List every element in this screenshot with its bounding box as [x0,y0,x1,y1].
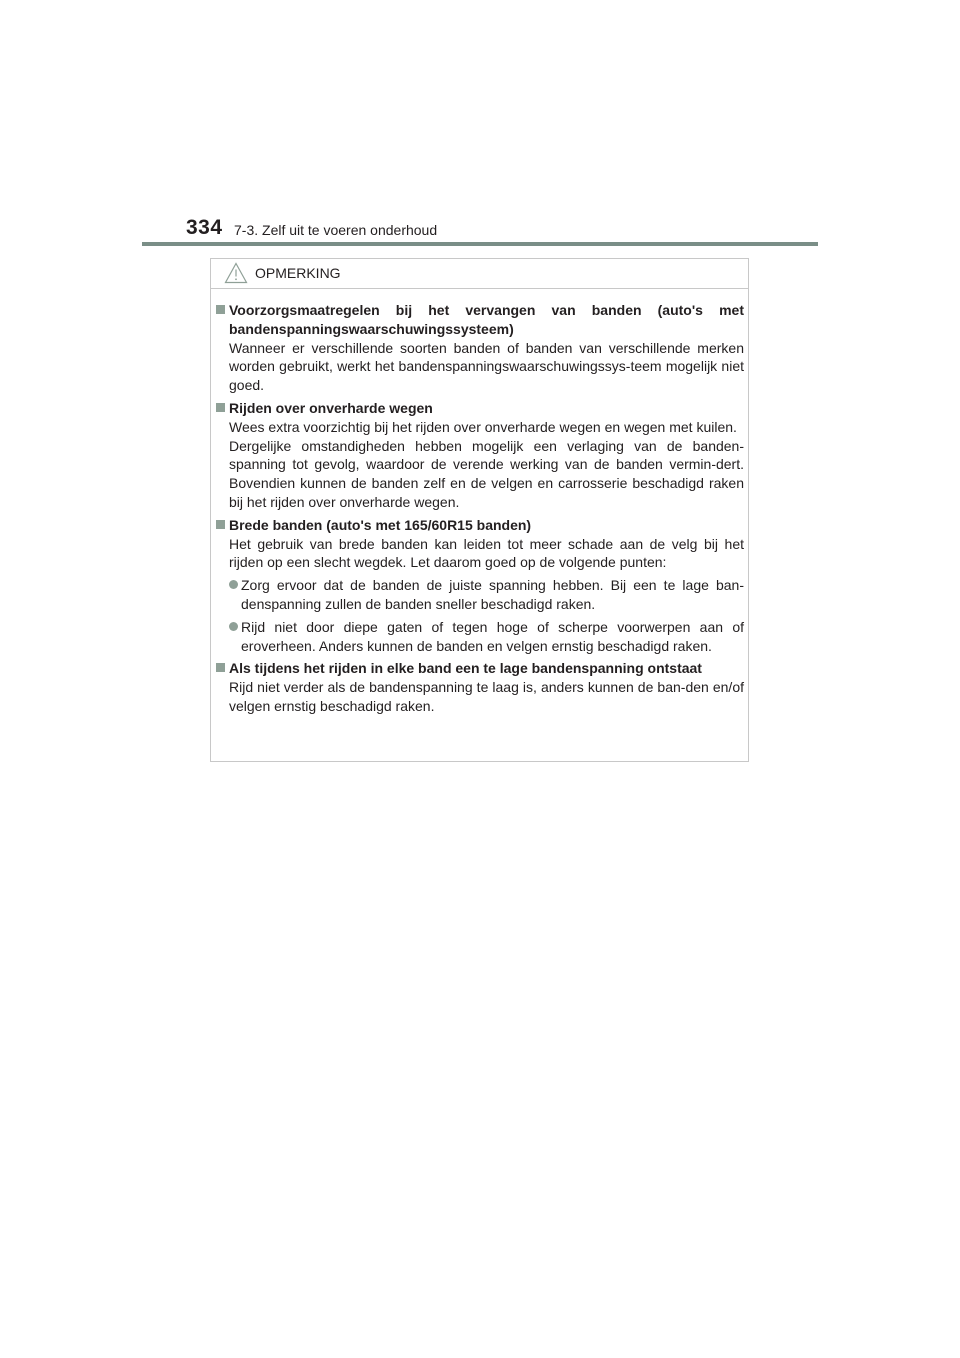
item-paragraph: Wees extra voorzichtig bij het rijden over onverharde wegen en wegen met kuilen. [229,418,737,435]
round-bullet-icon [229,622,238,631]
item-paragraph: Het gebruik van brede banden kan leiden tot meer schade aan de velg bij het rijden op een slecht wegdek. Let daarom goed op de volgende punten: [229,535,744,571]
notice-box [210,258,749,762]
notice-item [216,301,744,395]
notice-item [216,516,744,656]
bullet-text: Zorg ervoor dat de banden de juiste spanning hebben. Bij een te lage ban-denspanning zullen de banden sneller beschadigd raken. [241,577,744,612]
round-bullet-icon [229,580,238,589]
header-divider [142,242,818,246]
bullet-point [216,576,744,614]
square-bullet-icon [216,663,225,672]
item-heading [216,516,744,535]
item-heading-text: Brede banden (auto's met 165/60R15 banden) [229,516,532,533]
section-title: 7-3. Zelf uit te voeren onderhoud [234,222,438,238]
square-bullet-icon [216,305,225,314]
notice-header [211,259,748,289]
square-bullet-icon [216,403,225,412]
item-heading-text: Als tijdens het rijden in elke band een te lage bandenspanning ontstaat [229,660,702,677]
page-number: 334 [186,216,223,239]
square-bullet-icon [216,520,225,529]
bullet-text: Rijd niet door diepe gaten of tegen hoge of scherpe voorwerpen aan of eroverheen. Anders kunnen de banden en velgen ernstig beschadigd raken. [241,618,744,654]
bullet-point [216,618,744,656]
item-heading-text: Rijden over onverharde wegen [229,399,433,416]
item-paragraph: Dergelijke omstandigheden hebben mogelijk een verlaging van de banden-spanning tot gevolg, waardoor de verende werking van de banden vermin-dert. Bovendien kunnen de banden zelf en de velgen en carrosserie beschadigd raken bij het rijden over onverharde wegen. [229,437,744,510]
warning-triangle-icon [224,262,248,284]
item-paragraph: Wanneer er verschillende soorten banden of banden van verschillende merken worden gebruikt, werkt het bandenspanningswaarschuwingssys-teem mogelijk niet goed. [229,339,744,394]
item-heading [216,301,744,339]
item-heading [216,659,744,678]
item-heading [216,399,744,418]
item-heading-text: Voorzorgsmaatregelen bij het vervangen van banden (auto's met bandenspanningswaarschuwingssysteem) [229,302,744,337]
notice-item [216,659,744,715]
item-paragraph: Rijd niet verder als de bandenspanning te laag is, anders kunnen de ban-den en/of velgen ernstig beschadigd raken. [229,679,744,714]
notice-body [216,301,744,720]
notice-item [216,399,744,512]
notice-title: OPMERKING [255,265,341,281]
